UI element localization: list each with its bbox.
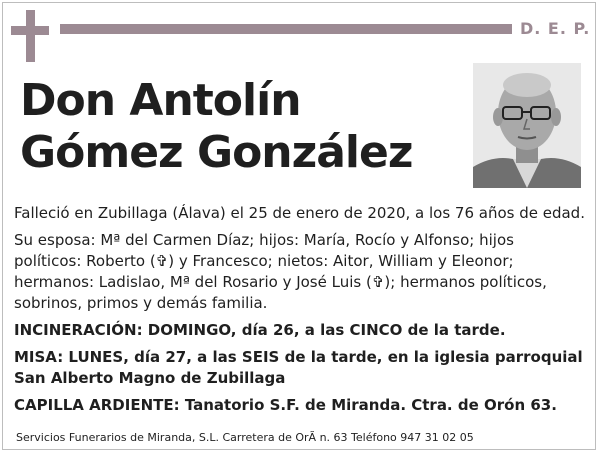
death-paragraph: Falleció en Zubillaga (Álava) el 25 de enero de 2020, a los 76 años de edad. xyxy=(14,204,585,222)
footer-text: Servicios Funerarios de Miranda, S.L. Carretera de OrÃ n. 63 Teléfono 947 31 02 05 xyxy=(16,431,474,444)
cremation-paragraph: INCINERACIÓN: DOMINGO, día 26, a las CINCO de la tarde. xyxy=(14,321,506,339)
deceased-photo xyxy=(473,63,581,188)
mass-paragraph: MISA: LUNES, día 27, a las SEIS de la tarde, en la iglesia parroquial San Alberto Magno de Zubillaga xyxy=(14,348,583,387)
deceased-name: Don Antolín Gómez González xyxy=(20,75,413,178)
header-bar xyxy=(60,24,512,34)
family-paragraph: Su esposa: Mª del Carmen Díaz; hijos: María, Rocío y Alfonso; hijos políticos: Roberto (✞) y Francesco; nietos: Aitor, William y Eleonor; hermanos: Ladislao, Mª del Rosario y José Luis (✞); hermanos políticos, sobrinos, primos y demás familia. xyxy=(14,231,547,312)
dep-label: D. E. P. xyxy=(520,19,591,38)
notice-body xyxy=(14,203,586,422)
cross-icon xyxy=(11,10,49,62)
chapel-paragraph: CAPILLA ARDIENTE: Tanatorio S.F. de Miranda. Ctra. de Orón 63. xyxy=(14,396,557,414)
